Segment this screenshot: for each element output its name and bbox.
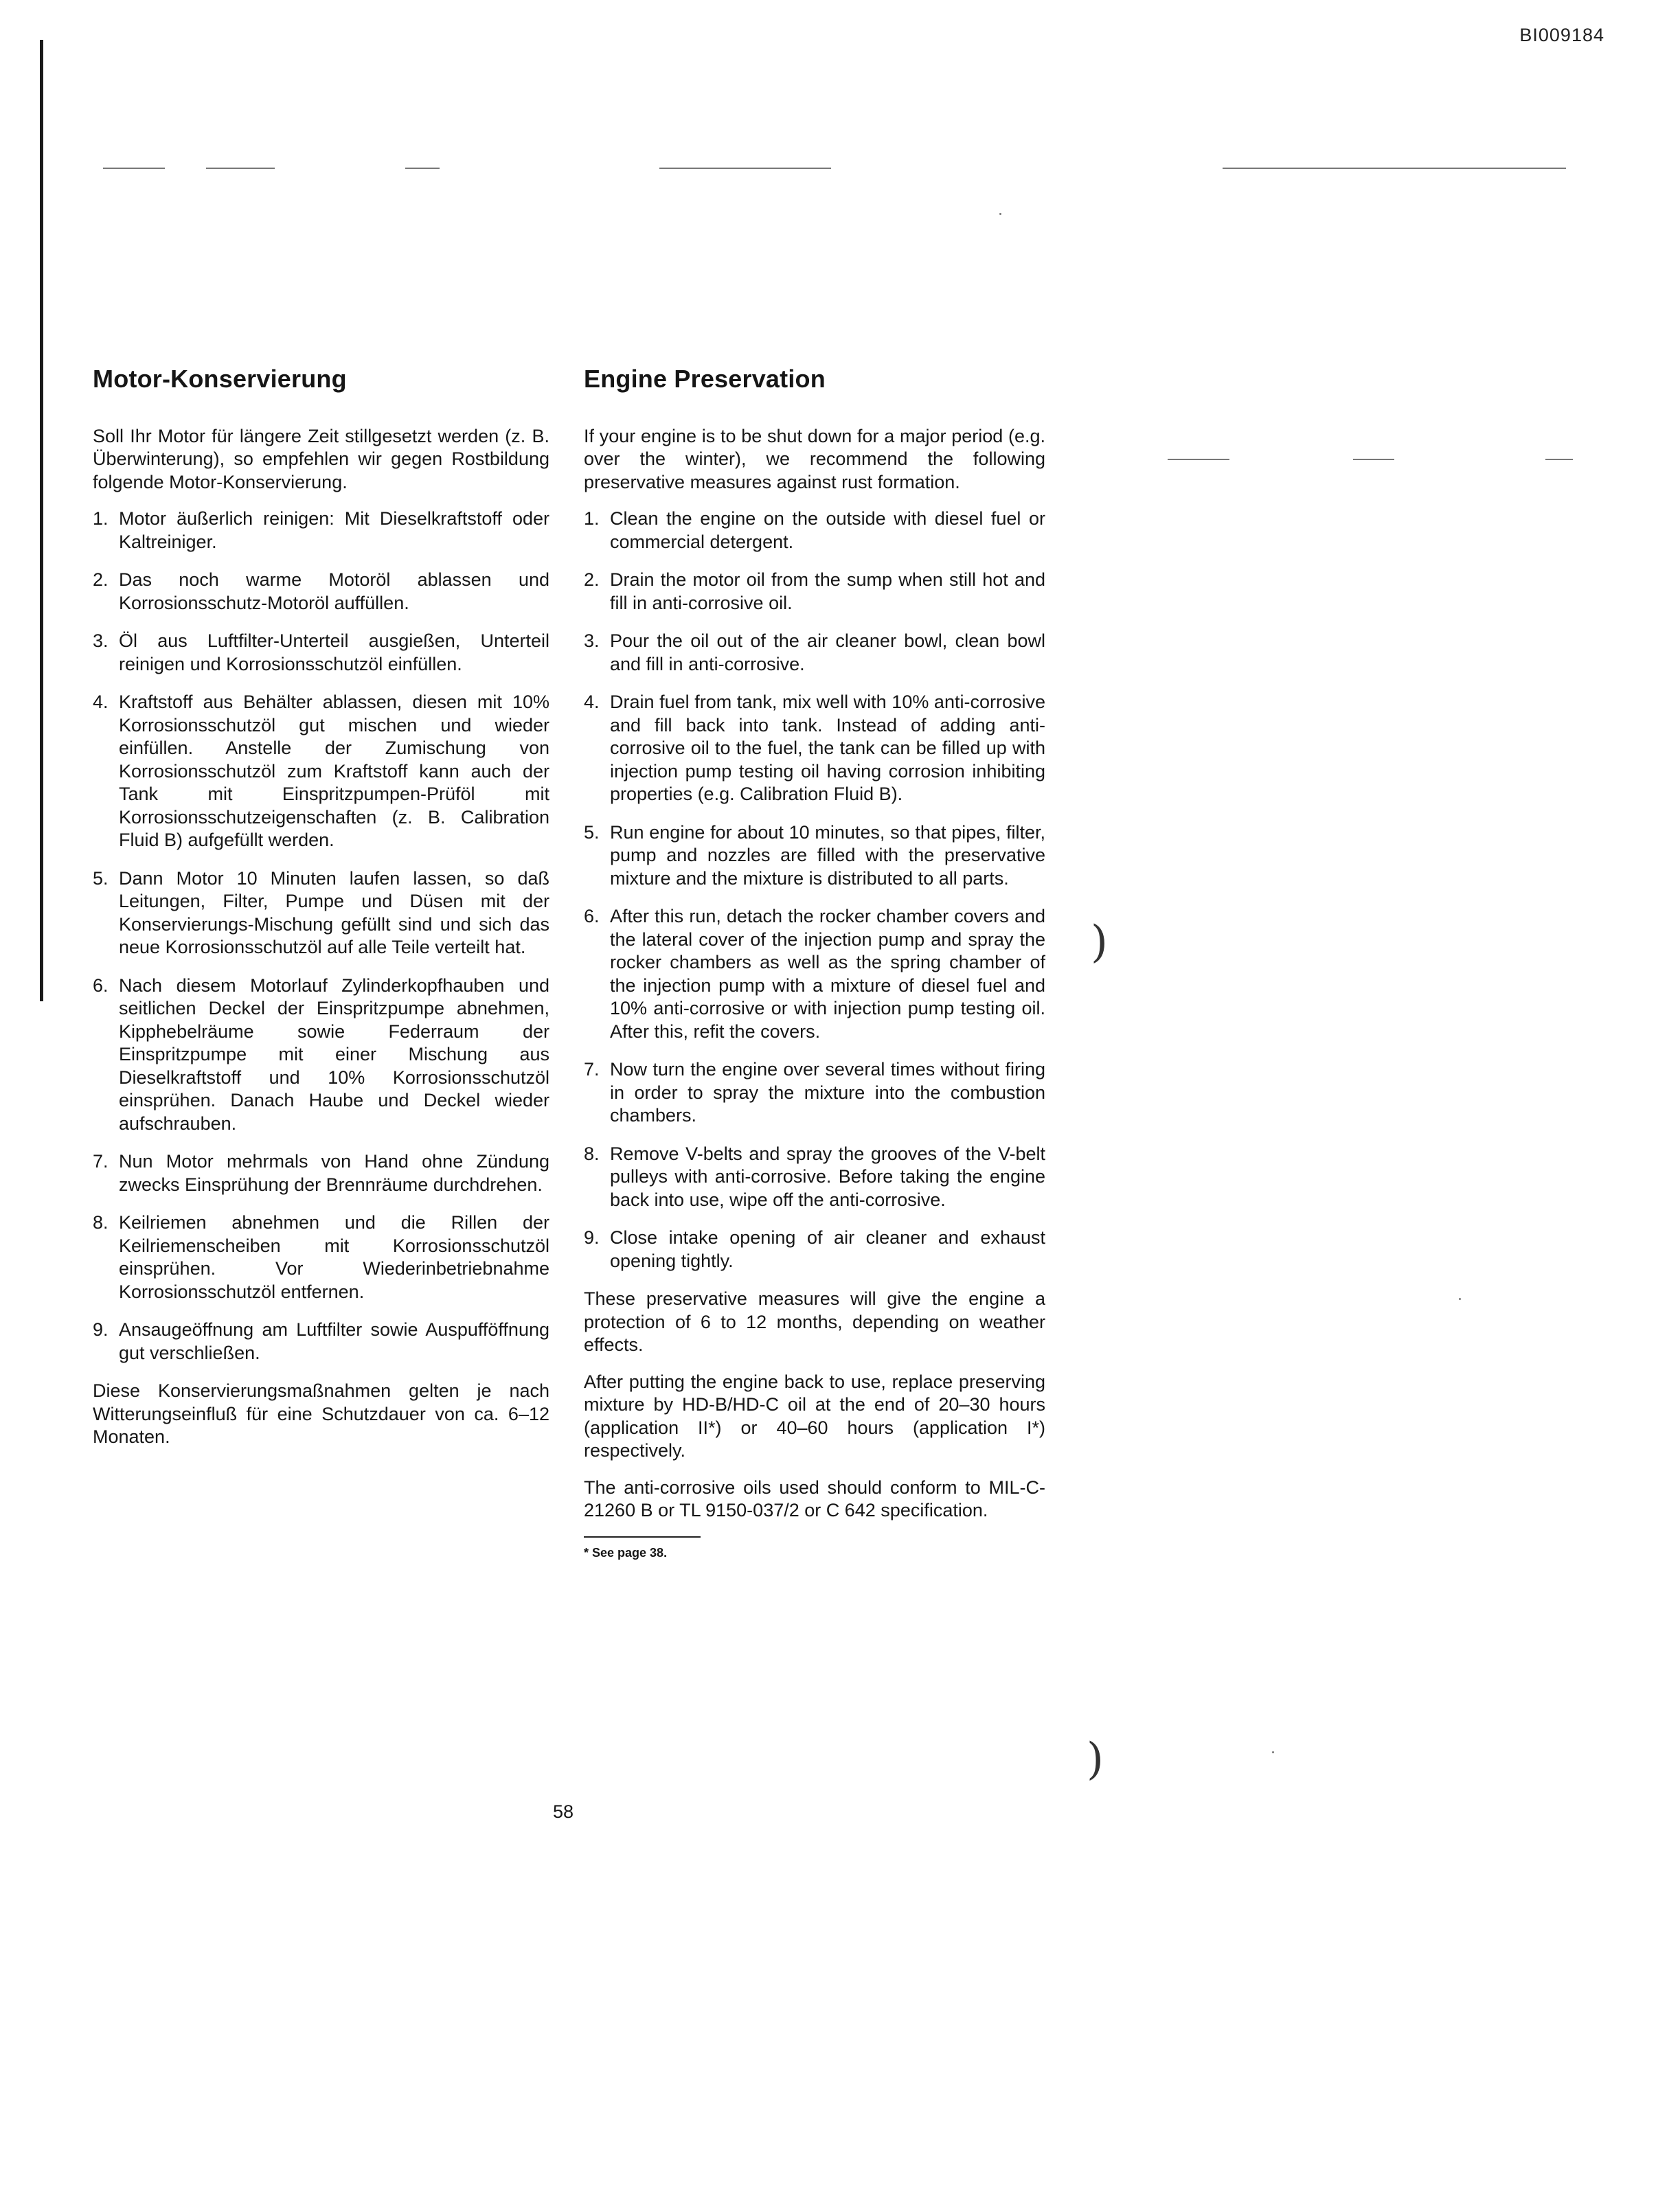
- step-text: Öl aus Luftfilter-Unterteil ausgießen, Unterteil reinigen und Korrosionsschutzöl einfüllen.: [119, 630, 549, 674]
- step-number: 8.: [93, 1212, 109, 1233]
- scan-speck: [1353, 459, 1394, 460]
- step-text: Pour the oil out of the air cleaner bowl, clean bowl and fill in anti-corrosive.: [610, 630, 1045, 674]
- step-number: 7.: [93, 1151, 109, 1172]
- list-item: [93, 691, 549, 852]
- step-number: 9.: [584, 1227, 600, 1248]
- scan-speck: [1168, 459, 1229, 460]
- english-column: [584, 367, 1045, 1564]
- english-after-use-note: After putting the engine back to use, replace preserving mixture by HD-B/HD-C oil at the end of 20–30 hours (application II*) or 40–60 hours (application I*) respectively.: [584, 1371, 1045, 1461]
- list-item: [584, 508, 1045, 554]
- step-text: Now turn the engine over several times without firing in order to spray the mixture into the combustion chambers.: [610, 1059, 1045, 1126]
- scan-speck: [103, 168, 165, 169]
- margin-bracket-mark: ): [1087, 1734, 1104, 1785]
- step-number: 8.: [584, 1143, 600, 1164]
- list-item: [584, 630, 1045, 676]
- english-protection-note: These preservative measures will give the engine a protection of 6 to 12 months, depending on weather effects.: [584, 1288, 1045, 1355]
- step-text: Keilriemen abnehmen und die Rillen der Keilriemenscheiben mit Korrosionsschutzöl einsprühen. Vor Wiederinbetriebnahme Korrosionsschutzöl entfernen.: [119, 1212, 549, 1302]
- list-item: [584, 1227, 1045, 1273]
- english-title: Engine Preservation: [584, 365, 826, 393]
- step-number: 3.: [93, 630, 109, 651]
- step-number: 5.: [93, 867, 109, 889]
- footnote: * See page 38.: [584, 1545, 668, 1560]
- list-item: [93, 1211, 549, 1303]
- list-item: [584, 691, 1045, 806]
- scan-speck: [1545, 459, 1573, 460]
- scan-dot: [999, 213, 1001, 215]
- step-number: 1.: [93, 508, 109, 529]
- step-text: Nach diesem Motorlauf Zylinderkopfhauben und seitlichen Deckel der Einspritzpumpe abnehmen, Kipphebelräume sowie Federraum der Einspritzpumpe mit einer Mischung aus Dieselkraftstoff und 10% Korrosionsschutzöl einsprühen. Danach Haube und Deckel wieder aufschrauben.: [119, 975, 549, 1134]
- german-title: Motor-Konservierung: [93, 365, 347, 393]
- step-text: Drain the motor oil from the sump when still hot and fill in anti-corrosive oil.: [610, 569, 1045, 613]
- step-text: Nun Motor mehrmals von Hand ohne Zündung zwecks Einsprühung der Brennräume durchdrehen.: [119, 1151, 549, 1195]
- scan-edge-bar: [40, 40, 43, 1001]
- step-number: 3.: [584, 630, 600, 651]
- scan-dot: [1272, 1751, 1274, 1753]
- step-number: 6.: [584, 906, 600, 926]
- step-text: Kraftstoff aus Behälter ablassen, diesen mit 10% Korrosionsschutzöl gut mischen und wieder einfüllen. Anstelle der Zumischung von Korrosionsschutzöl zum Kraftstoff kann auch der Tank mit Einspritzpumpen-Prüföl mit Korrosionsschutzeigenschaften (z. B. Calibration Fluid B) aufgefüllt werden.: [119, 692, 549, 850]
- german-column: [93, 367, 549, 1463]
- margin-bracket-mark: ): [1091, 917, 1108, 968]
- english-intro: If your engine is to be shut down for a major period (e.g. over the winter), we recommend the following preservative measures against rust formation.: [584, 425, 1045, 492]
- step-number: 9.: [93, 1319, 109, 1340]
- step-text: Ansaugeöffnung am Luftfilter sowie Auspufföffnung gut verschließen.: [119, 1319, 549, 1363]
- list-item: [93, 1150, 549, 1196]
- german-closing: Diese Konservierungsmaßnahmen gelten je nach Witterungseinfluß für eine Schutzdauer von ca. 6–12 Monaten.: [93, 1380, 549, 1447]
- step-text: Motor äußerlich reinigen: Mit Dieselkraftstoff oder Kaltreiniger.: [119, 508, 549, 552]
- step-number: 4.: [584, 692, 600, 712]
- step-text: Dann Motor 10 Minuten laufen lassen, so daß Leitungen, Filter, Pumpe und Düsen mit der Konservierungs-Mischung gefüllt sind und sich das neue Korrosionsschutzöl auf alle Teile verteilt hat.: [119, 867, 549, 957]
- page-number: 58: [553, 1801, 574, 1822]
- list-item: [93, 1319, 549, 1365]
- list-item: [584, 1058, 1045, 1128]
- german-steps: [93, 508, 549, 1365]
- step-text: After this run, detach the rocker chamber covers and the lateral cover of the injection pump and spray the rocker chambers as well as the spring chamber of the injection pump with a mixture of diesel fuel and 10% anti-corrosive or with injection pump testing oil. After this, refit the covers.: [610, 906, 1045, 1042]
- step-number: 2.: [584, 569, 600, 590]
- step-text: Drain fuel from tank, mix well with 10% anti-corrosive and fill back into tank. Instead of adding anti-corrosive oil to the fuel, the tank can be filled up with injection pump testing oil having corrosion inhibiting properties (e.g. Calibration Fluid B).: [610, 692, 1045, 804]
- step-number: 4.: [93, 692, 109, 712]
- scan-speck: [1223, 168, 1566, 169]
- list-item: [93, 569, 549, 615]
- german-intro: Soll Ihr Motor für längere Zeit stillgesetzt werden (z. B. Überwinterung), so empfehlen wir gegen Rostbildung folgende Motor-Konservierung.: [93, 425, 549, 492]
- step-text: Clean the engine on the outside with diesel fuel or commercial detergent.: [610, 508, 1045, 552]
- list-item: [584, 1143, 1045, 1212]
- step-number: 1.: [584, 508, 600, 529]
- list-item: [584, 905, 1045, 1043]
- document-id: BI009184: [1519, 25, 1604, 45]
- scan-dot: [1459, 1298, 1461, 1300]
- step-number: 7.: [584, 1059, 600, 1080]
- scan-speck: [206, 168, 275, 169]
- step-number: 2.: [93, 569, 109, 590]
- list-item: [584, 569, 1045, 615]
- list-item: [584, 821, 1045, 891]
- list-item: [93, 975, 549, 1136]
- list-item: [93, 508, 549, 554]
- step-text: Das noch warme Motoröl ablassen und Korrosionsschutz-Motoröl auffüllen.: [119, 569, 549, 613]
- step-number: 5.: [584, 821, 600, 843]
- scan-speck: [405, 168, 440, 169]
- step-text: Run engine for about 10 minutes, so that pipes, filter, pump and nozzles are filled with the preservative mixture and the mixture is distributed to all parts.: [610, 821, 1045, 889]
- list-item: [93, 867, 549, 959]
- step-number: 6.: [93, 975, 109, 996]
- list-item: [93, 630, 549, 676]
- step-text: Remove V-belts and spray the grooves of the V-belt pulleys with anti-corrosive. Before taking the engine back into use, wipe off the anti-corrosive.: [610, 1143, 1045, 1210]
- scan-speck: [659, 168, 831, 169]
- english-spec-note: The anti-corrosive oils used should conform to MIL-C-21260 B or TL 9150-037/2 or C 642 specification.: [584, 1477, 1045, 1520]
- english-steps: [584, 508, 1045, 1273]
- footnote-rule: [584, 1536, 701, 1538]
- step-text: Close intake opening of air cleaner and exhaust opening tightly.: [610, 1227, 1045, 1271]
